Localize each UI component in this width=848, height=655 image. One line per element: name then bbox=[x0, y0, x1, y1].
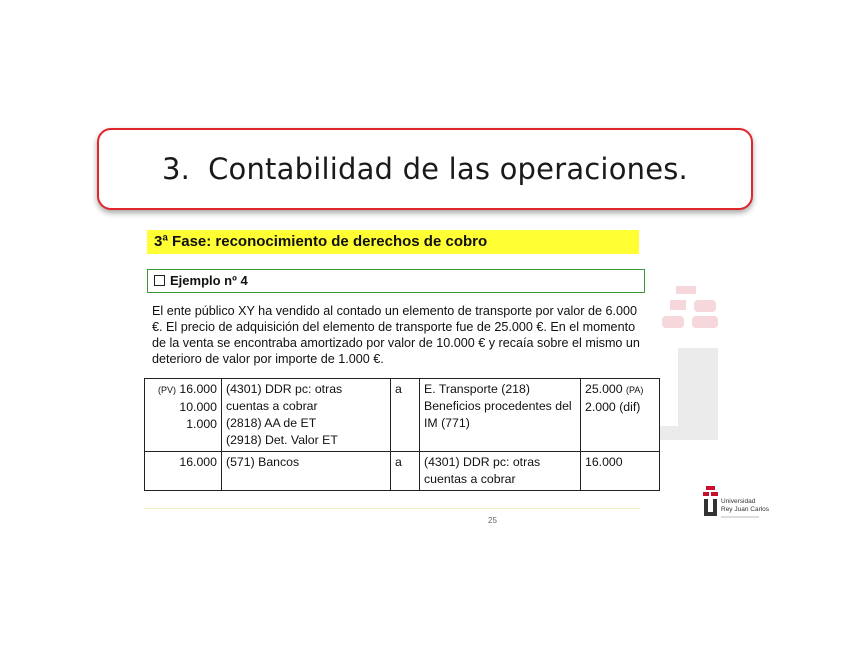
debit-account: (2918) Det. Valor ET bbox=[226, 433, 338, 447]
credit-account: Beneficios procedentes del IM (771) bbox=[424, 399, 572, 430]
connector-cell: a bbox=[391, 452, 420, 491]
checkbox-bullet-icon bbox=[154, 275, 165, 286]
urjc-logo-icon bbox=[702, 486, 719, 520]
logo-line-1: Universidad bbox=[721, 498, 756, 505]
credit-amounts-cell bbox=[581, 452, 660, 491]
credit-amount: 16.000 bbox=[585, 455, 623, 469]
debit-account: (571) Bancos bbox=[226, 455, 300, 469]
example-label: Ejemplo nº 4 bbox=[170, 273, 248, 288]
credit-tag: (dif) bbox=[619, 400, 641, 414]
phase-heading: 3ª Fase: reconocimiento de derechos de cobro bbox=[147, 230, 639, 254]
title-text: Contabilidad de las operaciones. bbox=[208, 152, 688, 186]
watermark-logo-icon bbox=[660, 286, 724, 446]
journal-entries-table bbox=[144, 378, 660, 491]
credit-accounts-cell bbox=[420, 379, 581, 452]
university-logo bbox=[702, 486, 792, 528]
credit-account: E. Transporte (218) bbox=[424, 382, 530, 396]
university-name bbox=[721, 498, 769, 514]
credit-tag: (PA) bbox=[626, 385, 644, 395]
example-heading bbox=[147, 269, 645, 293]
journal-entry-row bbox=[145, 379, 660, 452]
credit-account: (4301) DDR pc: otras cuentas a cobrar bbox=[424, 455, 541, 486]
footer-divider bbox=[144, 508, 640, 509]
debit-account: (4301) DDR pc: otras cuentas a cobrar bbox=[226, 382, 343, 413]
debit-account: (2818) AA de ET bbox=[226, 416, 317, 430]
credit-amount: 2.000 bbox=[585, 400, 616, 414]
credit-amount: 25.000 bbox=[585, 382, 623, 396]
debit-tag: (PV) bbox=[157, 385, 176, 395]
slide-title-box bbox=[97, 128, 753, 210]
title-number: 3. bbox=[162, 152, 191, 186]
debit-amounts-cell bbox=[145, 379, 222, 452]
exercise-statement: El ente público XY ha vendido al contado un elemento de transporte por valor de 6.000 €. El precio de adquisición del elemento de transporte fue de 25.000 €. En el momento de la venta se encontraba amortizado por valor de 10.000 € y recaía sobre el mismo un deterioro de valor por importe de 1.000 €. bbox=[152, 304, 640, 366]
connector-cell: a bbox=[391, 379, 420, 452]
logo-faded-subtitle bbox=[721, 516, 759, 518]
debit-accounts-cell bbox=[222, 379, 391, 452]
journal-entry-row bbox=[145, 452, 660, 491]
debit-amount: 16.000 bbox=[179, 455, 217, 469]
debit-amount: 10.000 bbox=[179, 400, 217, 414]
page-number: 25 bbox=[488, 516, 497, 525]
credit-amounts-cell bbox=[581, 379, 660, 452]
debit-amount: 16.000 bbox=[179, 382, 217, 396]
slide-title bbox=[162, 152, 688, 186]
debit-amount: 1.000 bbox=[186, 417, 217, 431]
debit-amounts-cell bbox=[145, 452, 222, 491]
debit-accounts-cell bbox=[222, 452, 391, 491]
credit-accounts-cell bbox=[420, 452, 581, 491]
logo-line-2: Rey Juan Carlos bbox=[721, 506, 770, 513]
